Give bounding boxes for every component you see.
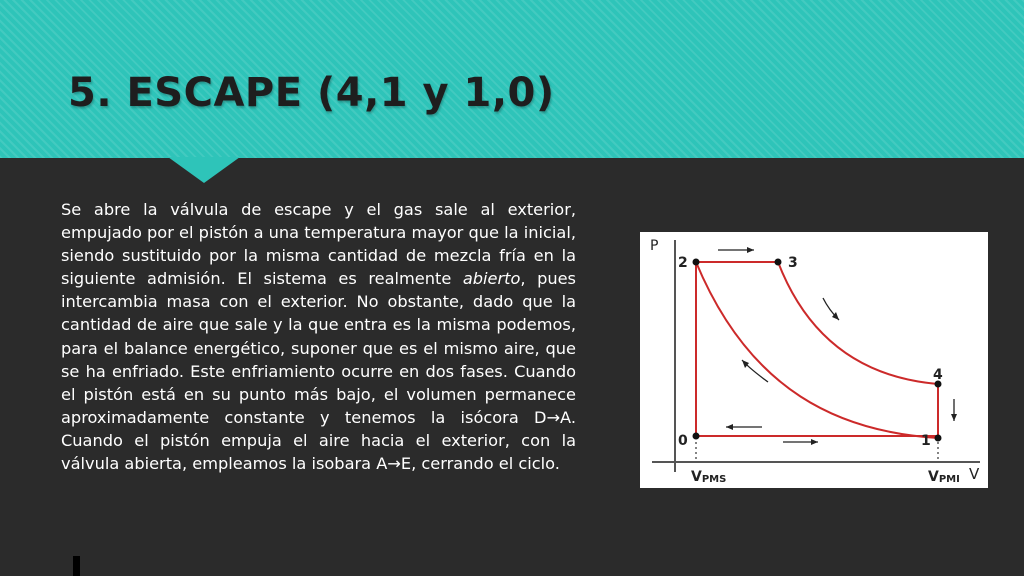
cycle-curve-1-2 [696, 262, 938, 438]
body-text-italic: abierto [462, 269, 521, 289]
point-label-3: 3 [788, 255, 798, 271]
pv-diagram-svg [640, 232, 988, 488]
arrow-0-1 [783, 439, 818, 445]
body-text-part-1: Se abre la válvula de escape y el gas sale al exterior, empujado por el pistón a una temperatura mayor que la inicial, siendo sustituido por la misma cantidad de mezcla fría en la siguiente admisión. El sistema es realmente [61, 200, 576, 289]
vpms-label [691, 469, 726, 485]
point-2 [693, 259, 700, 266]
pv-diagram [640, 232, 988, 488]
arrow-4-1 [951, 399, 957, 421]
slide-body-text [61, 198, 576, 475]
point-label-0: 0 [678, 433, 688, 449]
body-text-part-2: , pues intercambia masa con el exterior. No obstante, dado que la cantidad de aire que sale y la que entra es la misma podemos, para el balance energético, suponer que es el mismo aire, que se ha enfriado. Este enfriamiento ocurre en dos fases. Cuando el pistón está en su punto más bajo, el volumen permanece aproximadamente constante y tenemos la isócora D→A. Cuando el pistón empuja el aire hacia el exterior, con la válvula abierta, empleamos la isobara A→E, cerrando el ciclo. [61, 269, 576, 474]
point-1 [935, 435, 942, 442]
vpmi-label-main: V [928, 469, 939, 485]
point-label-2: 2 [678, 255, 688, 271]
slide-title: 5. ESCAPE (4,1 y 1,0) [68, 70, 555, 116]
vpmi-label-sub: PMI [938, 474, 960, 485]
bottom-mark [73, 556, 80, 576]
vpms-label-sub: PMS [701, 474, 727, 485]
vpmi-label [928, 469, 960, 485]
point-label-4: 4 [933, 367, 943, 383]
arrow-1-0 [726, 424, 762, 430]
point-label-1: 1 [921, 433, 931, 449]
cycle-curve-3-4 [778, 262, 938, 384]
p-axis-label: P [650, 238, 659, 254]
vpms-label-main: V [691, 469, 702, 485]
point-0 [693, 433, 700, 440]
point-3 [775, 259, 782, 266]
arrow-3-4 [823, 298, 839, 320]
v-axis-label: V [969, 465, 980, 483]
arrow-1-2 [742, 360, 768, 382]
header-notch [168, 157, 240, 183]
arrow-2-3 [718, 247, 754, 253]
